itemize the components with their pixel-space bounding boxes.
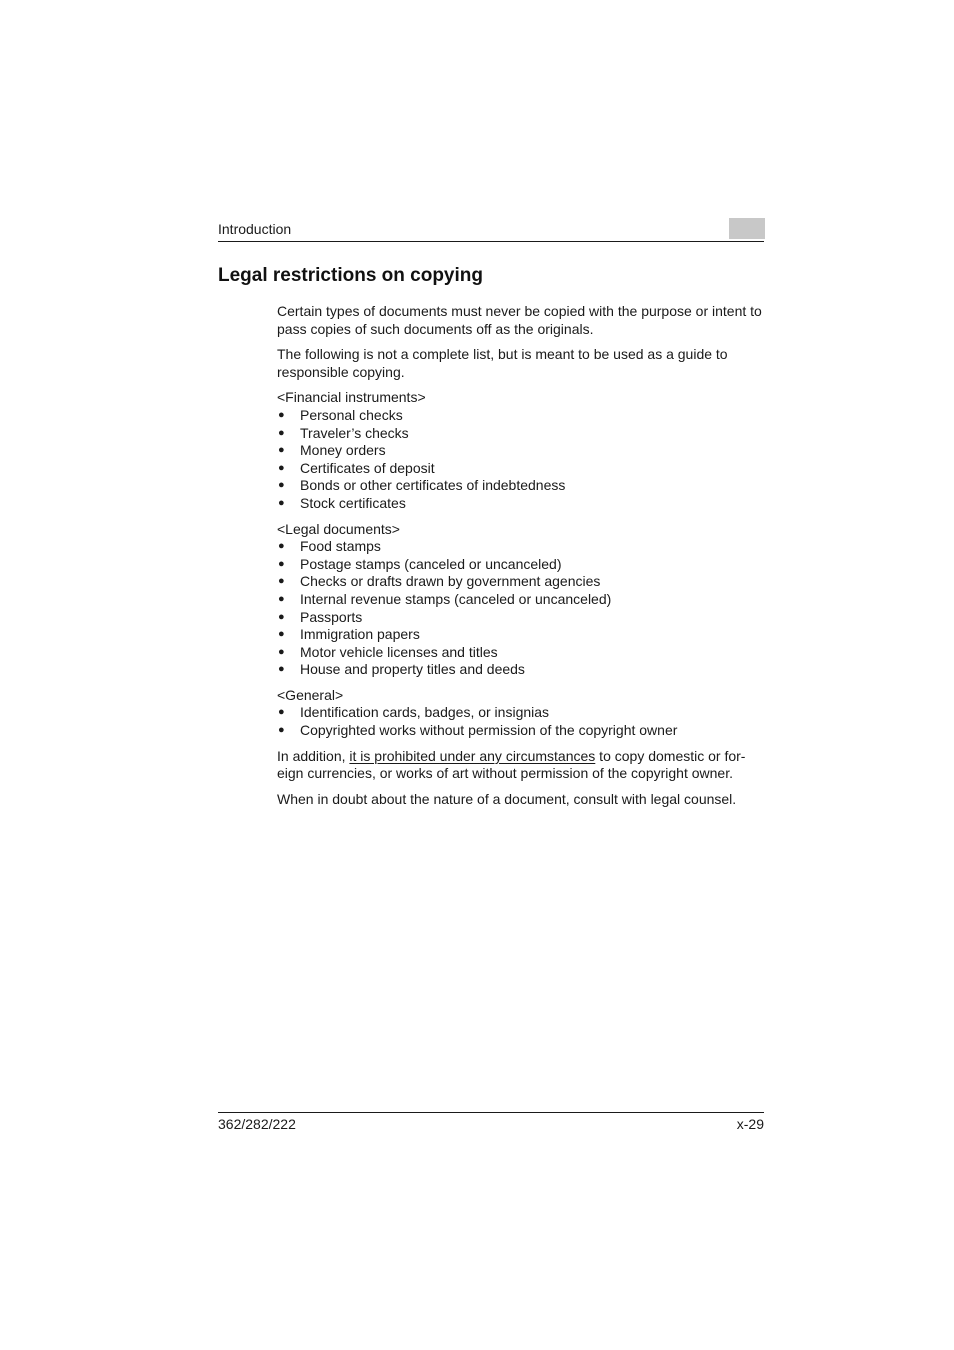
list-item-label: Postage stamps (canceled or uncanceled) [300,555,562,572]
list-item [277,644,767,662]
intro-paragraph: The following is not a complete list, but is meant to be used as a guide to responsible copying. [277,346,728,380]
bullet-icon: ● [278,706,285,719]
addition-prefix: In addition, [277,747,350,764]
list-item-label: Motor vehicle licenses and titles [300,643,498,660]
section-label-financial: <Financial instruments> [277,389,426,406]
bullet-icon: ● [278,724,285,737]
list-item-label: Traveler’s checks [300,424,409,441]
bullet-icon: ● [278,645,285,658]
list-item [277,626,767,644]
addition-suffix: to copy domestic or for-eign currencies, or works of art without permission of the copyright owner. [277,747,746,782]
header-tab-box [729,218,765,239]
legal-documents-list [277,538,767,679]
footer-page-number: x-29 [736,1116,764,1132]
section-label-general: <General> [277,686,344,703]
list-item-label: Bonds or other certificates of indebtedness [300,477,566,494]
list-item-label: Checks or drafts drawn by government agencies [300,573,601,590]
footer-model-number: 362/282/222 [218,1116,296,1132]
prohibited-link[interactable]: it is prohibited under any circumstances [349,747,596,764]
bullet-icon: ● [278,610,285,623]
list-item-label: Money orders [300,442,386,459]
list-item [277,442,767,460]
bullet-icon: ● [278,408,285,421]
closing-paragraph: When in doubt about the nature of a document, consult with legal counsel. [277,790,737,807]
list-item [277,425,767,443]
list-item-label: Stock certificates [300,494,406,511]
list-item-label: Internal revenue stamps (canceled or uncanceled) [300,590,612,607]
list-item [277,460,767,478]
bullet-icon: ● [278,444,285,457]
body-column [277,303,767,816]
list-item [277,407,767,425]
list-item [277,609,767,627]
list-item-label: Certificates of deposit [300,459,435,476]
list-item [277,661,767,679]
bullet-icon: ● [278,426,285,439]
bullet-icon: ● [278,663,285,676]
list-item [277,556,767,574]
bullet-icon: ● [278,592,285,605]
list-item [277,477,767,495]
page-title: Legal restrictions on copying [218,265,483,286]
intro-paragraph: Certain types of documents must never be copied with the purpose or intent to pass copies of such documents off as the originals. [277,303,762,337]
addition-paragraph [277,748,767,783]
list-item-label: Copyrighted works without permission of the copyright owner [300,722,678,739]
bullet-icon: ● [278,540,285,553]
list-item-label: Food stamps [300,538,381,555]
bullet-icon: ● [278,557,285,570]
general-list [277,704,767,739]
section-label-legal: <Legal documents> [277,520,400,537]
bullet-icon: ● [278,461,285,474]
bullet-icon: ● [278,479,285,492]
list-item-label: Immigration papers [300,626,420,643]
bullet-icon: ● [278,575,285,588]
header-rule [218,241,764,242]
bullet-icon: ● [278,628,285,641]
bullet-icon: ● [278,496,285,509]
list-item [277,591,767,609]
list-item [277,722,767,740]
footer-rule [218,1112,764,1113]
list-item-label: Passports [300,608,363,625]
list-item-label: House and property titles and deeds [300,661,525,678]
financial-instruments-list [277,407,767,513]
list-item [277,704,767,722]
page-header-label: Introduction [218,221,292,237]
list-item [277,495,767,513]
list-item [277,538,767,556]
list-item [277,573,767,591]
list-item-label: Identification cards, badges, or insignias [300,704,550,721]
list-item-label: Personal checks [300,406,403,423]
